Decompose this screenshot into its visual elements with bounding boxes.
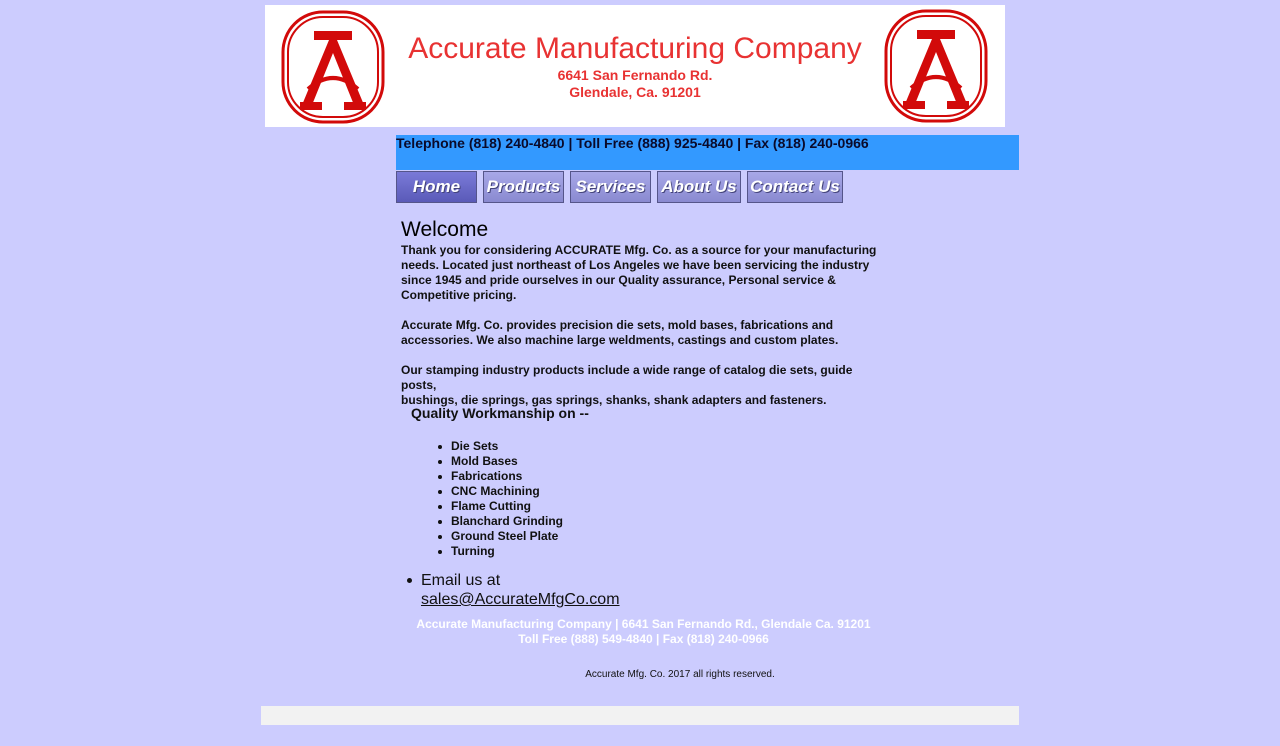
welcome-heading: Welcome (401, 218, 489, 241)
list-item: Fabrications (451, 469, 563, 484)
quality-heading: Quality Workmanship on -- (411, 405, 589, 421)
list-item: Flame Cutting (451, 499, 563, 514)
products-paragraph: Accurate Mfg. Co. provides precision die sets, mold bases, fabrications and accessories. We also machine large weldments, castings and custom plates. (401, 318, 839, 347)
list-item: Turning (451, 544, 563, 559)
services-list (451, 439, 563, 559)
footer-phone: Toll Free (888) 549-4840 | Fax (818) 240-0966 (518, 632, 769, 646)
email-link[interactable]: sales@AccurateMfgCo.com (421, 591, 620, 608)
nav-home-button[interactable]: Home (396, 171, 477, 203)
address-line-1: 6641 San Fernando Rd. (557, 67, 713, 83)
site-header (265, 5, 1005, 127)
address-line-2: Glendale, Ca. 91201 (569, 84, 701, 100)
nav-about-us-button[interactable]: About Us (657, 171, 741, 203)
list-item: Blanchard Grinding (451, 514, 564, 528)
contact-bar (396, 135, 1019, 170)
contact-info: Telephone (818) 240-4840 | Toll Free (888) 925-4840 | Fax (818) 240-0966 (396, 135, 869, 151)
list-item: Die Sets (451, 439, 563, 454)
list-item: Ground Steel Plate (451, 529, 563, 544)
stamping-paragraph: Our stamping industry products include a wide range of catalog die sets, guide posts, (401, 363, 853, 392)
stamping-paragraph-continued: bushings, die springs, gas springs, shanks, shank adapters and fasteners. (401, 393, 827, 407)
list-item: Mold Bases (451, 454, 563, 469)
intro-paragraph: Thank you for considering ACCURATE Mfg. Co. as a source for your manufacturing needs. Located just northeast of Los Angeles we have been servicing the industry since 1945 and pride ourselves in our Quality assurance, Personal service & Competitive pricing. (401, 243, 877, 302)
copyright-text: Accurate Mfg. Co. 2017 all rights reserved. (585, 669, 775, 680)
bullet-icon (407, 578, 412, 583)
footer-address: Accurate Manufacturing Company | 6641 San Fernando Rd., Glendale Ca. 91201 (416, 617, 871, 631)
list-item: CNC Machining (451, 484, 563, 499)
company-logo-right (883, 8, 989, 124)
nav-products-button[interactable]: Products (483, 171, 564, 203)
nav-contact-us-button[interactable]: Contact Us (747, 171, 843, 203)
nav-services-button[interactable]: Services (570, 171, 651, 203)
bottom-bar (261, 706, 1019, 725)
email-label: Email us at (421, 572, 501, 589)
company-title: Accurate Manufacturing Company (408, 32, 862, 65)
